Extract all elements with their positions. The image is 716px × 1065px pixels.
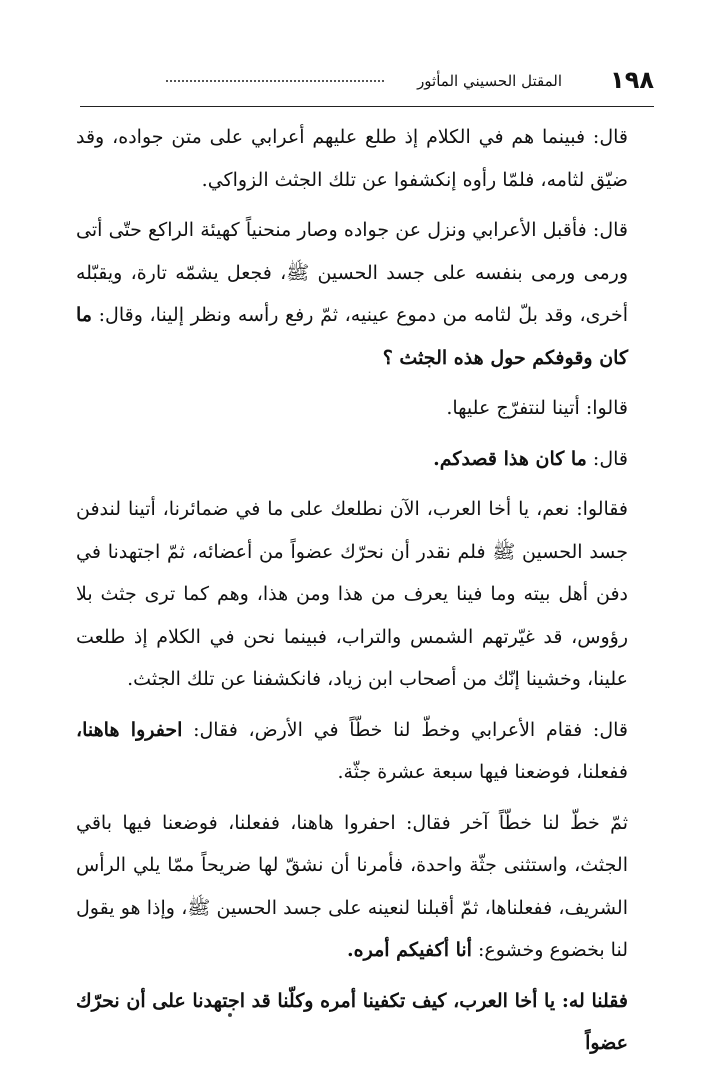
body-text xyxy=(76,116,650,1065)
page-number: ١٩٨ xyxy=(610,66,654,94)
running-title: المقتل الحسيني المأثور xyxy=(417,72,562,90)
paragraph: قال: ما كان هذا قصدكم. xyxy=(433,447,628,470)
paragraph: فقالوا: نعم، يا أخا العرب، الآن نطلعك على ما في ضمائرنا، أتينا لندفن جسد الحسين ﷺ فلم نقدر أن نحرّك عضواً من أعضائه، ثمّ اجتهدنا في دفن أهل بيته وما فينا يعرف من هذا ومن هذا، وهم كما ترى جثث بلا رؤوس، قد غيّرتهم الشمس والتراب، فبينما نحن في الكلام إذ طلعت علينا، وخشينا إنّك من أصحاب ابن زياد، فانكشفنا عن تلك الجثث. xyxy=(76,498,628,690)
paragraph: قالوا: أتينا لنتفرّج عليها. xyxy=(446,397,628,419)
paragraph: قال: فأقبل الأعرابي ونزل عن جواده وصار منحنياً كهيئة الراكع حتّى أتى ورمى ورمى بنفسه على جسد الحسين ﷺ، فجعل يشمّه تارة، ويقبّله أخرى، وقد بلّ لثامه من دموع عينيه، ثمّ رفع رأسه ونظر إلينا، وقال: ما كان وقوفكم حول هذه الجثث ؟ xyxy=(76,219,628,369)
paragraph: قال: فبينما هم في الكلام إذ طلع عليهم أعرابي على متن جواده، وقد ضيّق لثامه، فلمّا رأوه إنكشفوا عن تلك الجثث الزواكي. xyxy=(76,126,628,191)
header-dot-leader xyxy=(166,80,384,82)
page-header xyxy=(80,66,654,107)
paragraph: ثمّ خطّ لنا خطّاً آخر فقال: احفروا هاهنا، ففعلنا، فوضعنا فيها باقي الجثث، واستثنى جثّة واحدة، فأمرنا أن نشقّ لها ضريحاً ممّا يلي الرأس الشريف، ففعلناها، ثمّ أقبلنا لنعينه على جسد الحسين ﷺ، وإذا هو يقول لنا بخضوع وخشوع: أنا أكفيكم أمره. xyxy=(76,811,628,961)
footer-dot xyxy=(228,1013,232,1017)
paragraph: فقلنا له: يا أخا العرب، كيف تكفينا أمره وكلّنا قد اجتهدنا على أن نحرّك عضواً xyxy=(76,989,628,1054)
paragraph: قال: فقام الأعرابي وخطّ لنا خطّاً في الأرض، فقال: احفروا هاهنا، ففعلنا، فوضعنا فيها سبعة عشرة جثّة. xyxy=(76,718,628,783)
